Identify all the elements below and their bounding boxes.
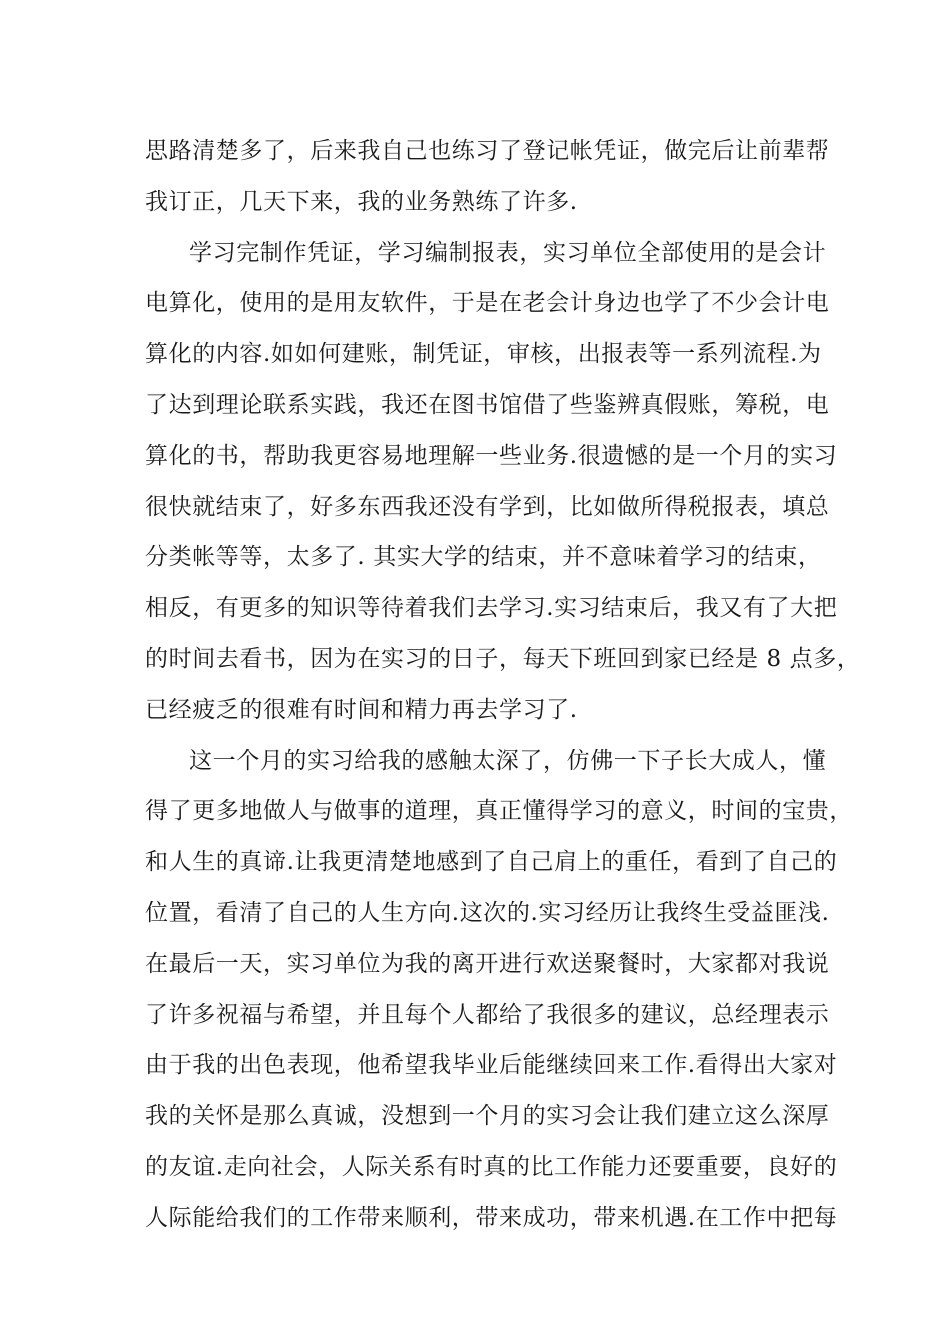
text-line: 算化的书，帮助我更容易地理解一些业务.很遗憾的是一个月的实习 [145, 442, 838, 469]
text-line: 人际能给我们的工作带来顺利，带来成功，带来机遇.在工作中把每 [145, 1204, 838, 1231]
document-body [145, 126, 861, 1244]
paragraph-start-line: 学习完制作凭证，学习编制报表，实习单位全部使用的是会计 [189, 239, 827, 266]
text-line: 在最后一天，实习单位为我的离开进行欢送聚餐时，大家都对我说 [145, 950, 830, 977]
text-line: 的时间去看书，因为在实习的日子，每天下班回到家已经是 8 点多， [145, 645, 861, 672]
text-line: 分类帐等等，太多了. 其实大学的结束，并不意味着学习的结束， [145, 544, 822, 571]
paragraph-start-line: 这一个月的实习给我的感触太深了，仿佛一下子长大成人，懂 [189, 747, 827, 774]
text-line: 我的关怀是那么真诚，没想到一个月的实习会让我们建立这么深厚 [145, 1103, 830, 1130]
text-line: 电算化，使用的是用友软件，于是在老会计身边也学了不少会计电 [145, 290, 830, 317]
text-line: 很快就结束了，好多东西我还没有学到，比如做所得税报表，填总 [145, 493, 830, 520]
text-line: 和人生的真谛.让我更清楚地感到了自己肩上的重任，看到了自己的 [145, 849, 838, 876]
text-line: 由于我的出色表现，他希望我毕业后能继续回来工作.看得出大家对 [145, 1052, 838, 1079]
text-line: 位置，看清了自己的人生方向.这次的.实习经历让我终生受益匪浅. [145, 899, 830, 926]
text-line: 思路清楚多了，后来我自己也练习了登记帐凭证，做完后让前辈帮 [145, 138, 830, 164]
text-line: 相反，有更多的知识等待着我们去学习.实习结束后，我又有了大把 [145, 595, 838, 622]
text-line: 了许多祝福与希望，并且每个人都给了我很多的建议，总经理表示 [145, 1001, 830, 1028]
text-line: 已经疲乏的很难有时间和精力再去学习了. [145, 696, 578, 723]
text-line: 我订正，几天下来，我的业务熟练了许多. [145, 188, 578, 215]
text-line: 的友谊.走向社会，人际关系有时真的比工作能力还要重要，良好的 [145, 1153, 838, 1180]
text-line: 得了更多地做人与做事的道理，真正懂得学习的意义，时间的宝贵， [145, 798, 853, 825]
text-line: 了达到理论联系实践，我还在图书馆借了些鉴辨真假账，筹税，电 [145, 391, 830, 418]
text-line: 算化的内容.如如何建账，制凭证，审核，出报表等一系列流程.为 [145, 341, 822, 368]
